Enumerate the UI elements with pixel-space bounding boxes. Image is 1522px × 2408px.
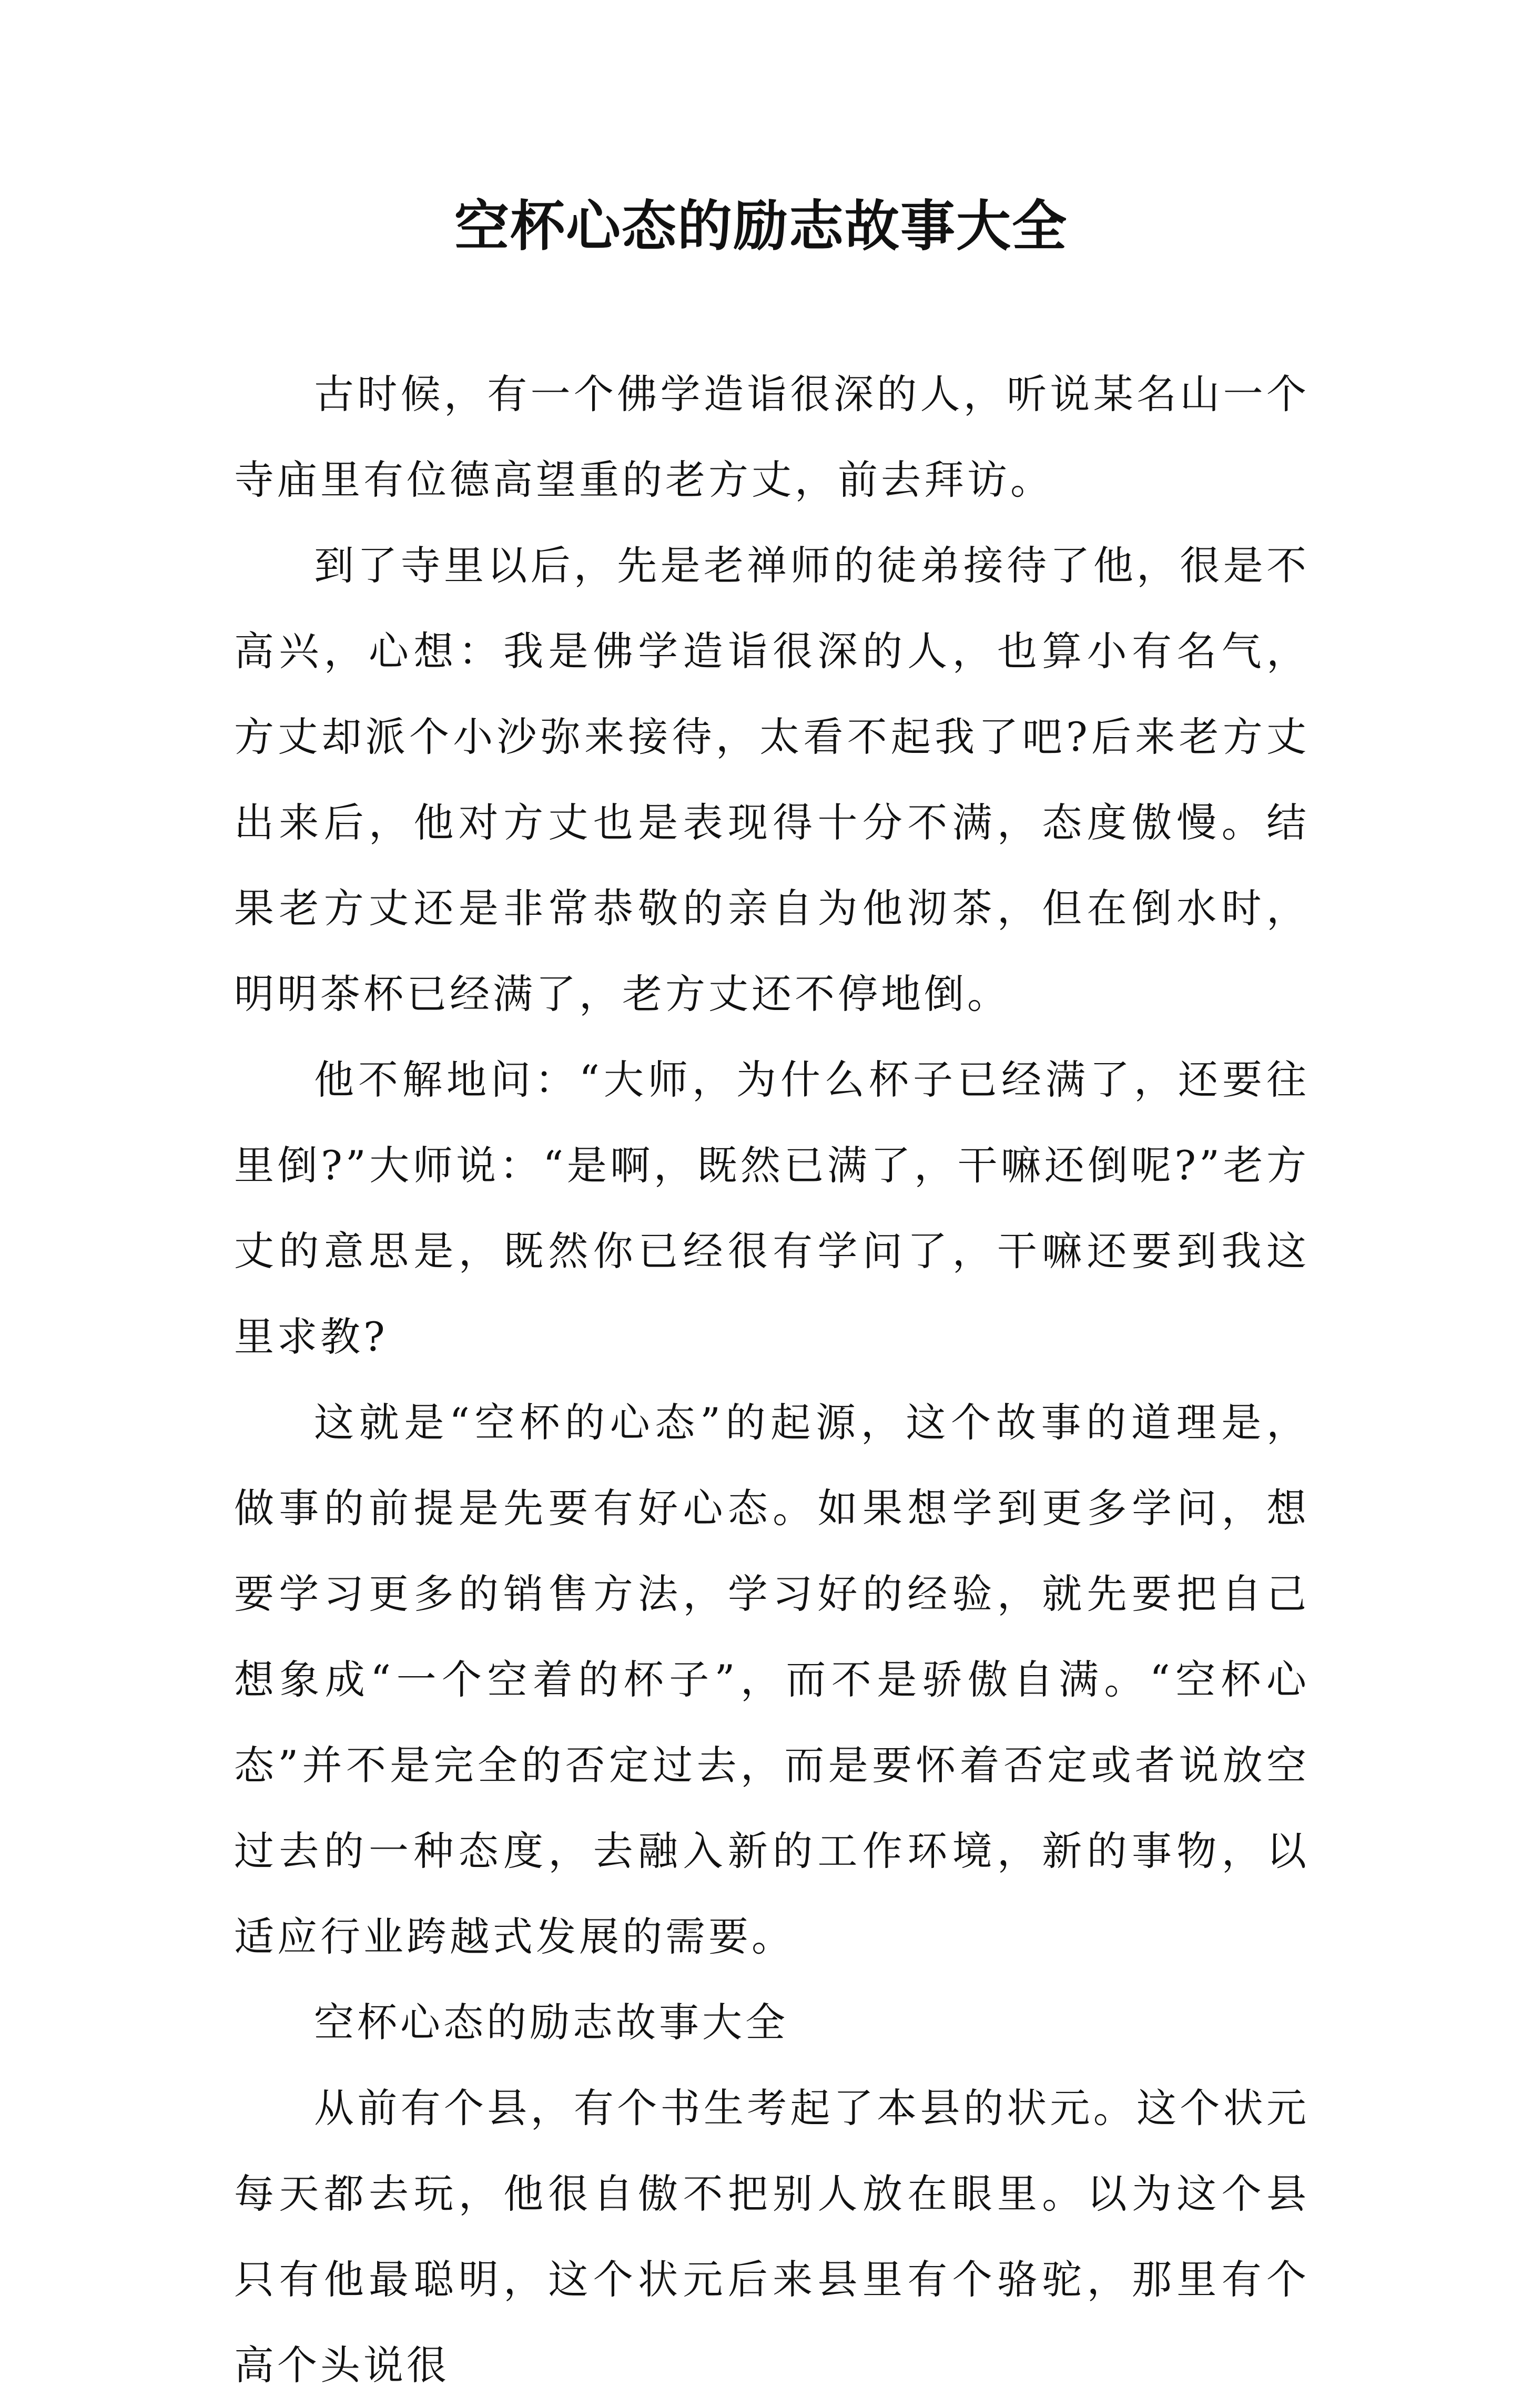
section-subtitle: 空杯心态的励志故事大全 <box>314 1999 788 2046</box>
paragraph: 他不解地问：“大师，为什么杯子已经满了，还要往里倒?”大师说：“是啊，既然已满了，干嘛还倒呢?”老方丈的意思是，既然你已经很有学问了，干嘛还要到我这里求教? <box>234 1056 1310 1360</box>
document-body <box>234 351 1310 2408</box>
document-title: 空杯心态的励志故事大全 <box>454 193 1068 258</box>
paragraph: 从前有个县，有个书生考起了本县的状元。这个状元每天都去玩，他很自傲不把别人放在眼里。以为这个县只有他最聪明，这个状元后来县里有个骆驼，那里有个高个头说很 <box>234 2085 1310 2389</box>
paragraph: 古时候，有一个佛学造诣很深的人，听说某名山一个寺庙里有位德高望重的老方丈，前去拜访。 <box>234 371 1310 503</box>
paragraph: 这就是“空杯的心态”的起源，这个故事的道理是，做事的前提是先要有好心态。如果想学到更多学问，想要学习更多的销售方法，学习好的经验，就先要把自己想象成“一个空着的杯子”，而不是骄傲自满。“空杯心态”并不是完全的否定过去，而是要怀着否定或者说放空过去的一种态度，去融入新的工作环境，新的事物，以适应行业跨越式发展的需要。 <box>234 1399 1310 1960</box>
paragraph: 到了寺里以后，先是老禅师的徒弟接待了他，很是不高兴，心想：我是佛学造诣很深的人，也算小有名气，方丈却派个小沙弥来接待，太看不起我了吧?后来老方丈出来后，他对方丈也是表现得十分不满，态度傲慢。结果老方丈还是非常恭敬的亲自为他沏茶，但在倒水时，明明茶杯已经满了，老方丈还不停地倒。 <box>234 542 1310 1017</box>
